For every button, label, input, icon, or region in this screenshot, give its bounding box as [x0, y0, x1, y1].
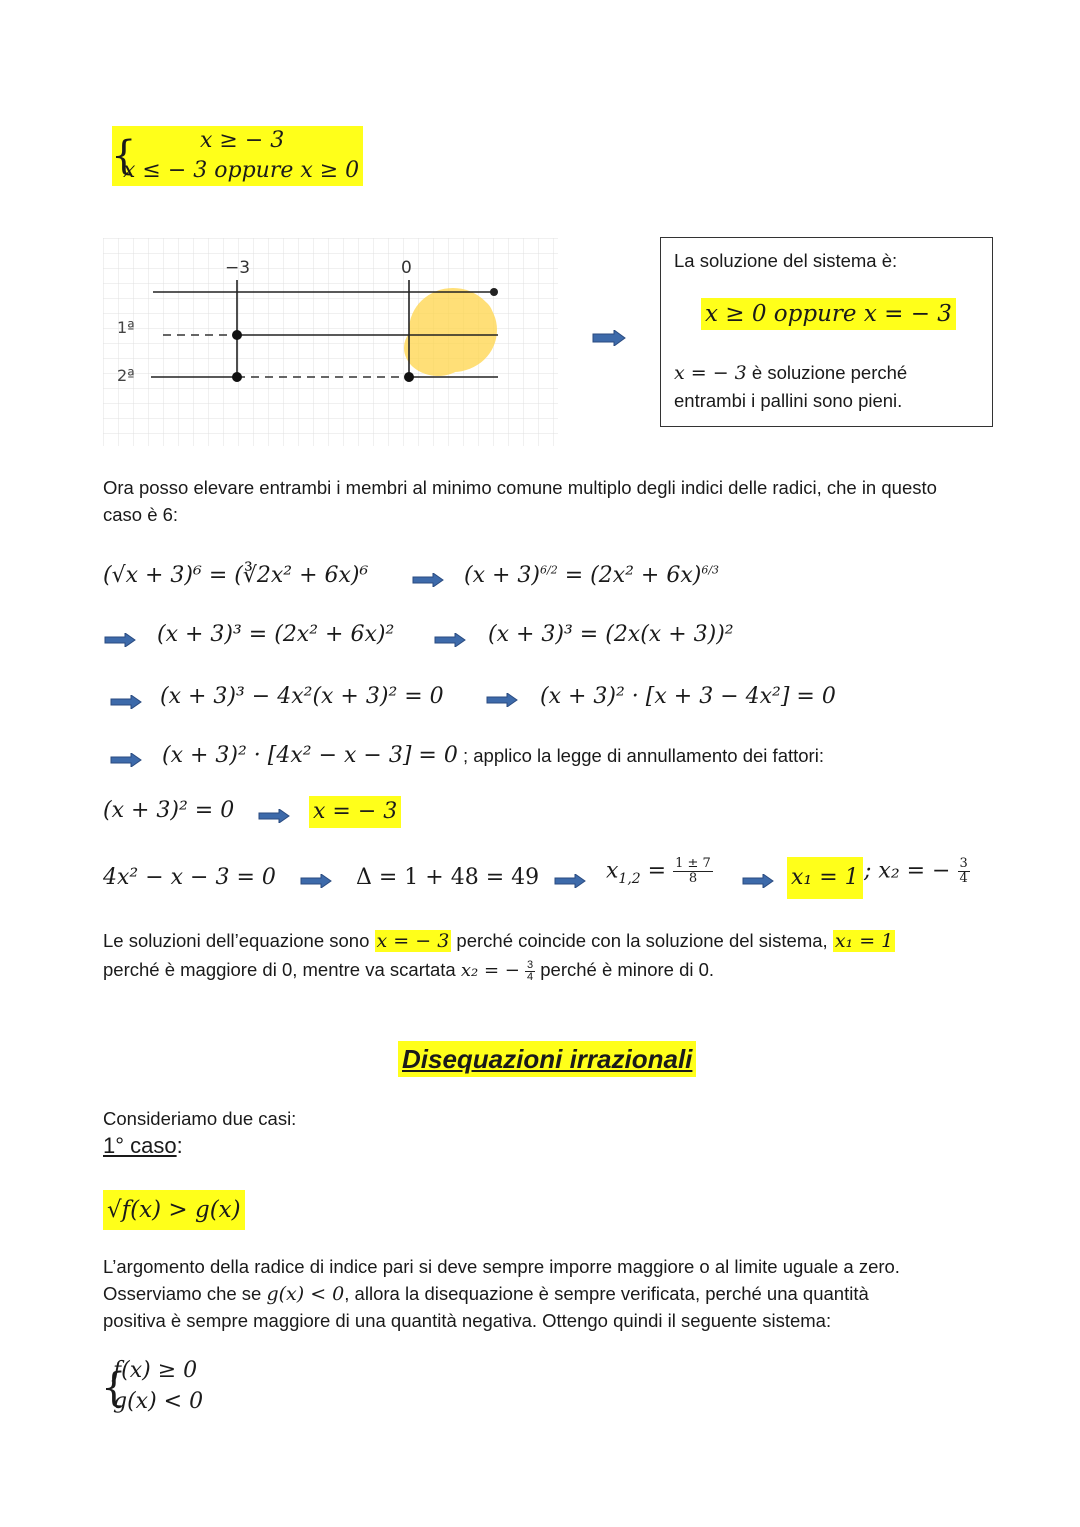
conclusion-p1: Le soluzioni dell’equazione sono [103, 930, 375, 951]
solution-box-title: La soluzione del sistema è: [674, 250, 898, 271]
arrow-icon [110, 753, 142, 772]
eq-line1c: = (2x² + 6x) [557, 563, 702, 588]
case1-colon: : [176, 1133, 183, 1158]
case1-heading [103, 1133, 183, 1159]
eq-line6e-frac [958, 857, 970, 886]
solution-box-answer: x ≥ 0 oppure x = − 3 [701, 298, 956, 330]
arrow-icon [554, 874, 586, 893]
conclusion-frac [525, 960, 535, 983]
eq-line1b-exp: 6/2 [540, 563, 558, 577]
system1-line1: x ≥ − 3 [200, 128, 285, 153]
eq-line6e-num: 3 [959, 856, 968, 871]
eq-line6e [864, 857, 970, 886]
solution-box-note-math: x = − 3 [674, 362, 747, 384]
eq-line1-left [103, 563, 368, 588]
arrow-icon [486, 693, 518, 712]
eq-line3b: (x + 3)² · [x + 3 − 4x²] = 0 [540, 684, 836, 709]
eq-line6c [606, 857, 713, 887]
system2-brace: { [101, 1365, 127, 1411]
sign-graph [103, 238, 558, 446]
eq-line1a: (√x + 3)⁶ = (∛2x² + 6x)⁶ [103, 563, 369, 588]
eq-line6e-text: ; x₂ = − [864, 858, 951, 884]
solution-box-note-text1: è soluzione perché [746, 362, 908, 383]
system1-brace: { [111, 133, 137, 179]
conclusion-num: 3 [526, 958, 534, 971]
arrow-icon [412, 573, 444, 592]
eq-line5a: (x + 3)² = 0 [103, 798, 235, 823]
para-line1: L’argomento della radice di indice pari si deve sempre imporre maggiore o al limite uguale a zero. [103, 1256, 900, 1277]
eq-line6a: 4x² − x − 3 = 0 [103, 865, 276, 890]
para-l2a: Osserviamo che se [103, 1283, 267, 1304]
eq-line6d: x₁ = 1 [787, 857, 863, 899]
eq-line6c-x: x [606, 858, 619, 884]
conclusion-p2: perché coincide con la soluzione del sistema, [451, 930, 833, 951]
graph-row2-label: 2ª [117, 366, 135, 385]
conclusion-p4: perché è minore di 0. [535, 959, 715, 980]
eq-line6b: Δ = 1 + 48 = 49 [356, 865, 540, 890]
conclusion-p3: perché è maggiore di 0, mentre va scartata [103, 959, 461, 980]
arrow-icon [434, 633, 466, 652]
arrow-icon [592, 330, 626, 351]
graph-label-minus3: −3 [225, 258, 251, 278]
system2-line1: f(x) ≥ 0 [113, 1358, 198, 1383]
conclusion-m2: x₁ = 1 [834, 930, 894, 952]
graph-label-zero: 0 [401, 258, 412, 278]
eq-line4b: ; applico la legge di annullamento dei fattori: [457, 745, 824, 766]
eq-line2a: (x + 3)³ = (2x² + 6x)² [157, 622, 395, 647]
eq-line6c-num: 1 ± 7 [675, 856, 711, 871]
solution-box-note [674, 359, 989, 414]
arrow-icon [110, 695, 142, 714]
eq-line6c-den: 8 [688, 871, 698, 886]
conclusion-m3: x₂ = − [460, 960, 520, 981]
system1-line2: x ≤ − 3 oppure x ≥ 0 [123, 158, 360, 183]
eq-line1-right [464, 563, 719, 588]
solution-box-note-text2: entrambi i pallini sono pieni. [674, 390, 903, 411]
solution-box [660, 237, 993, 427]
eq-line1c-exp: 6/3 [701, 563, 720, 577]
inequality-1: √f(x) > g(x) [103, 1190, 245, 1230]
eq-line6e-den: 4 [959, 871, 968, 886]
section-title: Disequazioni irrazionali [398, 1041, 696, 1077]
eq-line3a: (x + 3)³ − 4x²(x + 3)² = 0 [160, 684, 444, 709]
para-l2b: , allora la disequazione è sempre verificata, perché una quantità [344, 1283, 869, 1304]
conclusion-den: 4 [526, 970, 534, 983]
arrow-icon [742, 874, 774, 893]
case1-label: 1° caso [103, 1133, 177, 1158]
para-line2 [103, 1280, 869, 1308]
eq-line2b: (x + 3)³ = (2x(x + 3))² [488, 622, 734, 647]
eq-line6c-sub: 1,2 [618, 870, 641, 887]
conclusion-line1 [103, 927, 895, 955]
graph-row1-label: 1ª [117, 318, 135, 337]
eq-line5b: x = − 3 [309, 796, 401, 828]
conclusion-m1: x = − 3 [376, 930, 450, 952]
arrow-icon [104, 633, 136, 652]
para-l2m: g(x) < 0 [266, 1283, 345, 1305]
eq-line4a: (x + 3)² · [4x² − x − 3] = 0 [162, 743, 458, 768]
intro-paragraph: Ora posso elevare entrambi i membri al minimo comune multiplo degli indici delle radici, che in questo caso è 6: [103, 477, 937, 525]
system2-line2: g(x) < 0 [113, 1389, 204, 1414]
eq-line6c-frac [673, 857, 713, 886]
arrow-icon [300, 874, 332, 893]
conclusion-line2 [103, 956, 714, 984]
eq-line6c-eq: = [640, 858, 674, 884]
eq-line1b: (x + 3) [464, 563, 540, 588]
eq-line4 [162, 742, 824, 769]
arrow-icon [258, 809, 290, 828]
consider-text: Consideriamo due casi: [103, 1108, 297, 1129]
para-line3: positiva è sempre maggiore di una quantità negativa. Ottengo quindi il seguente sistema: [103, 1310, 832, 1331]
